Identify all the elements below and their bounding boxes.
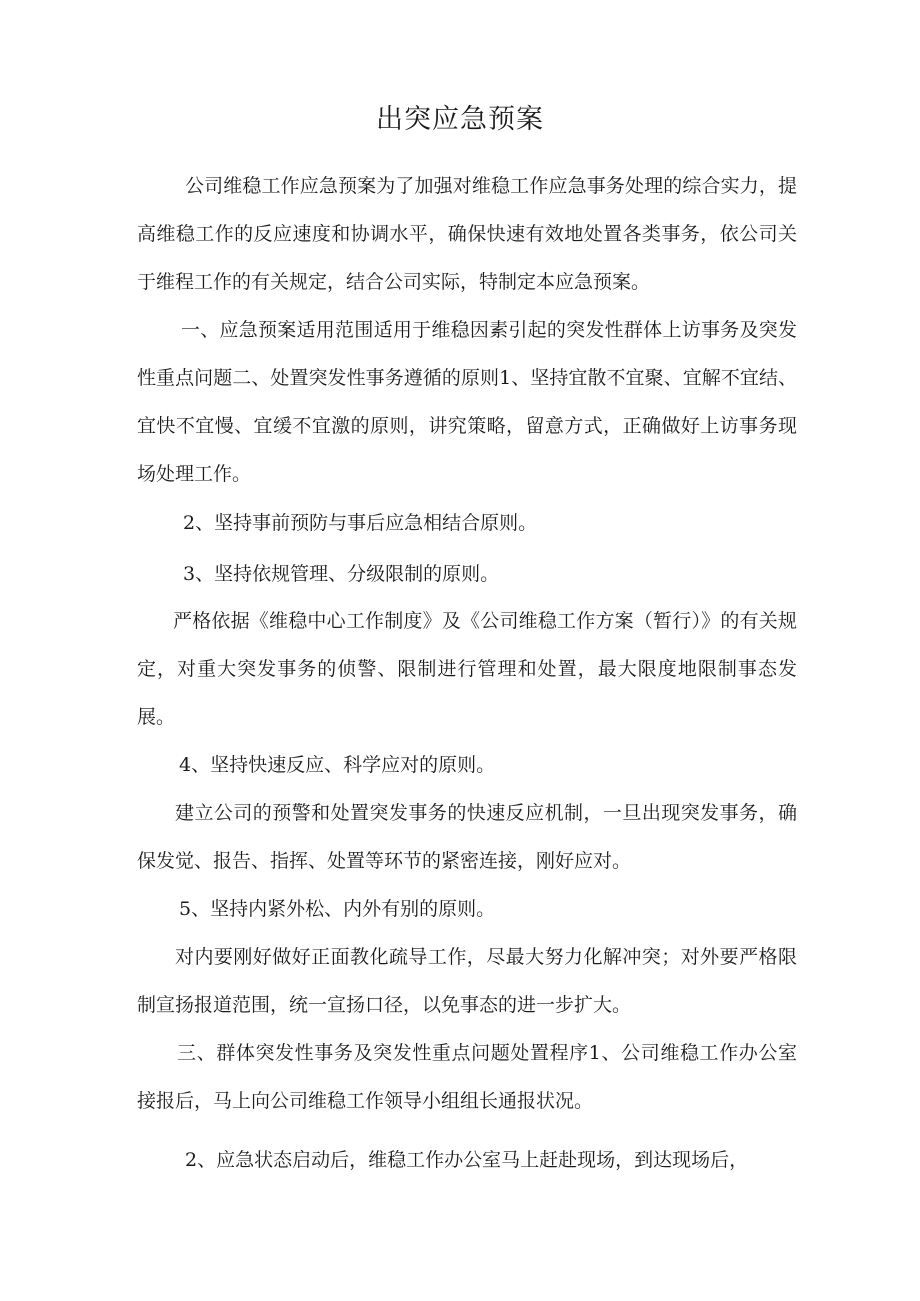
paragraph-principle-4: 4、坚持快速反应、科学应对的原则。: [179, 754, 496, 776]
paragraph-intro: 公司维稳工作应急预案为了加强对维稳工作应急事务处理的综合实力，提高维稳工作的反应速度和协调水平，确保快速有效地处置各类事务，依公司关于维程工作的有关规定，结合公司实际，特制定本应急预案。: [137, 175, 797, 293]
paragraph-principle-5: 5、坚持内紧外松、内外有别的原则。: [179, 898, 496, 920]
paragraph-principle-3-detail: 严格依据《维稳中心工作制度》及《公司维稳工作方案（暂行）》的有关规定，对重大突发事务的侦警、限制进行管理和处置，最大限度地限制事态发展。: [137, 610, 797, 728]
paragraph-scope-and-principle-1: 一、应急预案适用范围适用于维稳因素引起的突发性群体上访事务及突发性重点问题二、处置突发性事务遵循的原则1、坚持宜散不宜聚、宜解不宜结、宜快不宜慢、宜缓不宜激的原则，讲究策略，留意方式，正确做好上访事务现场处理工作。: [137, 319, 797, 485]
paragraph-procedure-2: 2、应急状态启动后，维稳工作办公室马上赶赴现场，到达现场后，: [185, 1149, 749, 1171]
paragraph-procedure-1: 三、群体突发性事务及突发性重点问题处置程序1、公司维稳工作办公室接报后，马上向公司维稳工作领导小组组长通报状况。: [137, 1042, 797, 1112]
paragraph-principle-2: 2、坚持事前预防与事后应急相结合原则。: [183, 512, 538, 534]
document-title: 出突应急预案: [376, 104, 544, 135]
paragraph-principle-3: 3、坚持依规管理、分级限制的原则。: [183, 563, 500, 585]
paragraph-principle-5-detail: 对内要刚好做好正面教化疏导工作，尽最大努力化解冲突；对外要严格限制宣扬报道范围，统一宣扬口径，以免事态的进一步扩大。: [137, 946, 797, 1016]
paragraph-principle-4-detail: 建立公司的预警和处置突发事务的快速反应机制，一旦出现突发事务，确保发觉、报告、指挥、处置等环节的紧密连接，刚好应对。: [137, 802, 797, 872]
